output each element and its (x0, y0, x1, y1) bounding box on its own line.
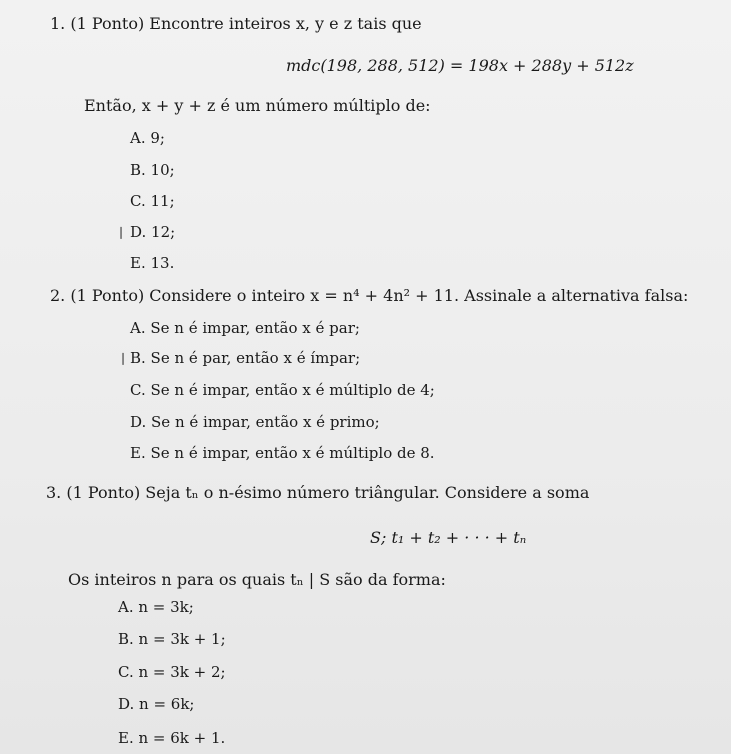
question-2-option-d[interactable]: D. Se n é impar, então x é primo; (130, 413, 380, 431)
question-3-option-b[interactable]: B. n = 3k + 1; (118, 630, 226, 648)
question-2-heading: 2. (1 Ponto) Considere o inteiro x = n⁴ + 4n² + 11. Assinale a alternativa falsa: (50, 286, 689, 305)
question-3-option-a[interactable]: A. n = 3k; (118, 598, 194, 616)
question-3-option-d[interactable]: D. n = 6k; (118, 695, 195, 713)
question-1-prompt: Então, x + y + z é um número múltiplo de: (84, 96, 431, 115)
question-2-option-c[interactable]: C. Se n é impar, então x é múltiplo de 4; (130, 381, 435, 399)
question-3-option-c[interactable]: C. n = 3k + 2; (118, 663, 226, 681)
question-3-prompt: Os inteiros n para os quais tₙ | S são da forma: (68, 570, 446, 589)
question-1-option-e[interactable]: E. 13. (130, 254, 175, 272)
question-2-handwritten-mark: ❘ (118, 351, 129, 365)
question-2-option-b[interactable]: B. Se n é par, então x é ímpar; (130, 349, 361, 367)
question-3-heading: 3. (1 Ponto) Seja tₙ o n-ésimo número triângular. Considere a soma (46, 483, 590, 502)
question-3-option-e[interactable]: E. n = 6k + 1. (118, 729, 226, 747)
question-1-option-a[interactable]: A. 9; (130, 129, 165, 147)
question-1-handwritten-mark: ❘ (116, 225, 127, 239)
question-1-heading: 1. (1 Ponto) Encontre inteiros x, y e z tais que (50, 14, 422, 33)
question-1-option-d[interactable]: D. 12; (130, 223, 176, 241)
question-1-option-b[interactable]: B. 10; (130, 161, 175, 179)
question-3-formula: S; t₁ + t₂ + · · · + tₙ (370, 528, 527, 547)
question-1-option-c[interactable]: C. 11; (130, 192, 175, 210)
question-2-option-e[interactable]: E. Se n é impar, então x é múltiplo de 8. (130, 444, 435, 462)
question-1-formula: mdc(198, 288, 512) = 198x + 288y + 512z (286, 56, 634, 75)
question-2-option-a[interactable]: A. Se n é impar, então x é par; (130, 319, 360, 337)
